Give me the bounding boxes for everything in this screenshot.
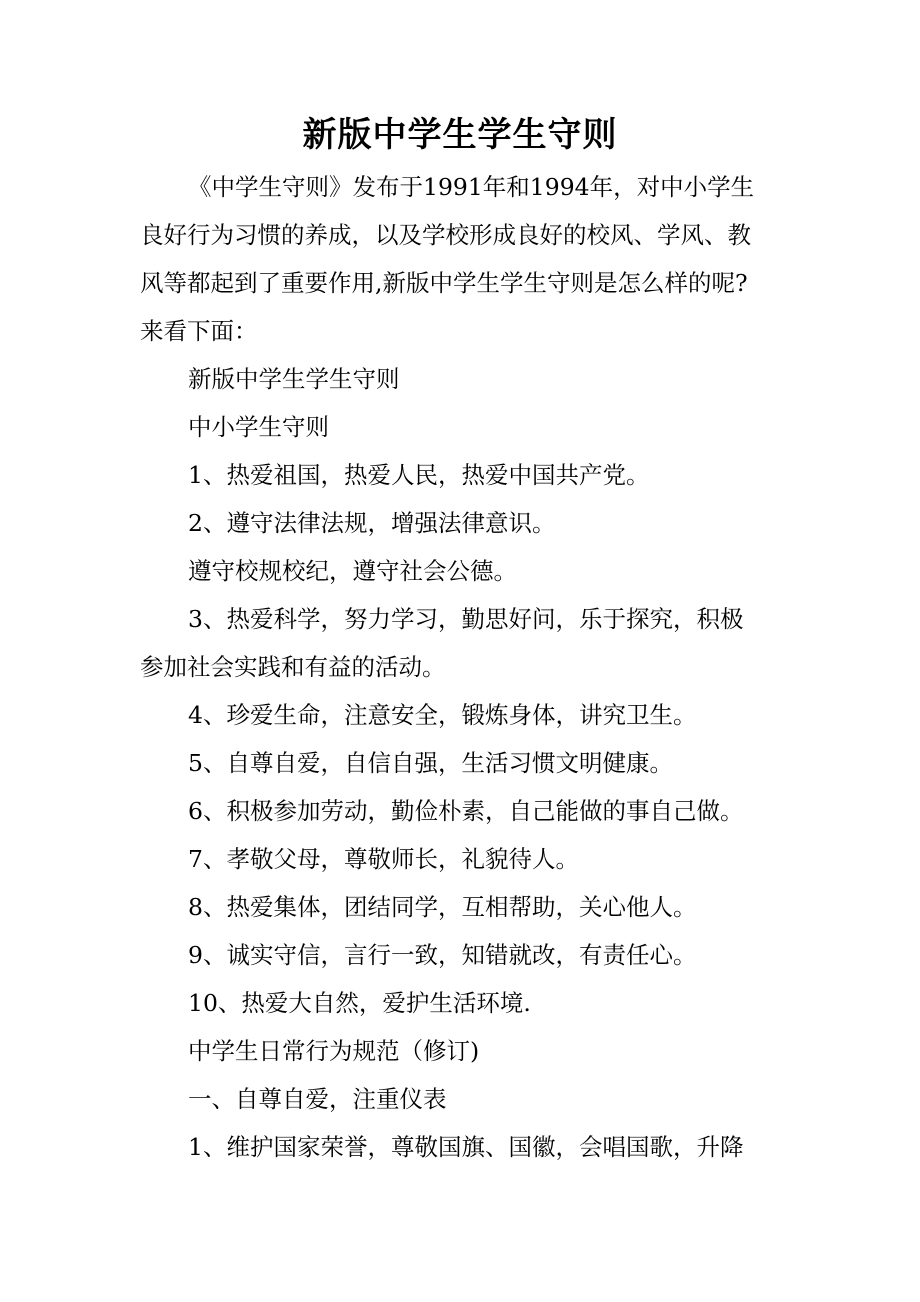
document-title: 新版中学生学生守则: [302, 115, 618, 155]
rule-item: 3、热爱科学，努力学习，勤思好问，乐于探究，积极: [188, 605, 744, 633]
rule-item: 遵守校规校纪，遵守社会公德。: [188, 557, 517, 585]
subsection-heading: 一、自尊自爱，注重仪表: [188, 1085, 447, 1113]
rule-item: 4、珍爱生命，注意安全，锻炼身体，讲究卫生。: [188, 701, 697, 729]
section-heading: 新版中学生学生守则: [188, 365, 400, 393]
rule-item: 10、热爱大自然，爱护生活环境.: [188, 989, 531, 1017]
rule-item: 9、诚实守信，言行一致，知错就改，有责任心。: [188, 941, 697, 969]
section-heading: 中学生日常行为规范（修订): [188, 1037, 480, 1065]
rule-item: 5、自尊自爱，自信自强，生活习惯文明健康。: [188, 749, 673, 777]
paragraph-line: 良好行为习惯的养成，以及学校形成良好的校风、学风、教: [140, 221, 751, 249]
rule-item: 8、热爱集体，团结同学，互相帮助，关心他人。: [188, 893, 697, 921]
rule-item-continuation: 参加社会实践和有益的活动。: [140, 653, 446, 681]
rule-item: 6、积极参加劳动，勤俭朴素，自己能做的事自己做。: [188, 797, 744, 825]
section-heading: 中小学生守则: [188, 413, 329, 441]
paragraph-line: 《中学生守则》发布于1991年和1994年，对中小学生: [188, 173, 755, 201]
rule-item: 7、孝敬父母，尊敬师长，礼貌待人。: [188, 845, 579, 873]
rule-item: 1、维护国家荣誉，尊敬国旗、国徽，会唱国歌，升降: [188, 1133, 744, 1161]
rule-item: 1、热爱祖国，热爱人民，热爱中国共产党。: [188, 461, 650, 489]
paragraph-line: 风等都起到了重要作用,新版中学生学生守则是怎么样的呢?: [140, 269, 748, 297]
paragraph-line: 来看下面：: [140, 317, 258, 345]
rule-item: 2、遵守法律法规，增强法律意识。: [188, 509, 556, 537]
